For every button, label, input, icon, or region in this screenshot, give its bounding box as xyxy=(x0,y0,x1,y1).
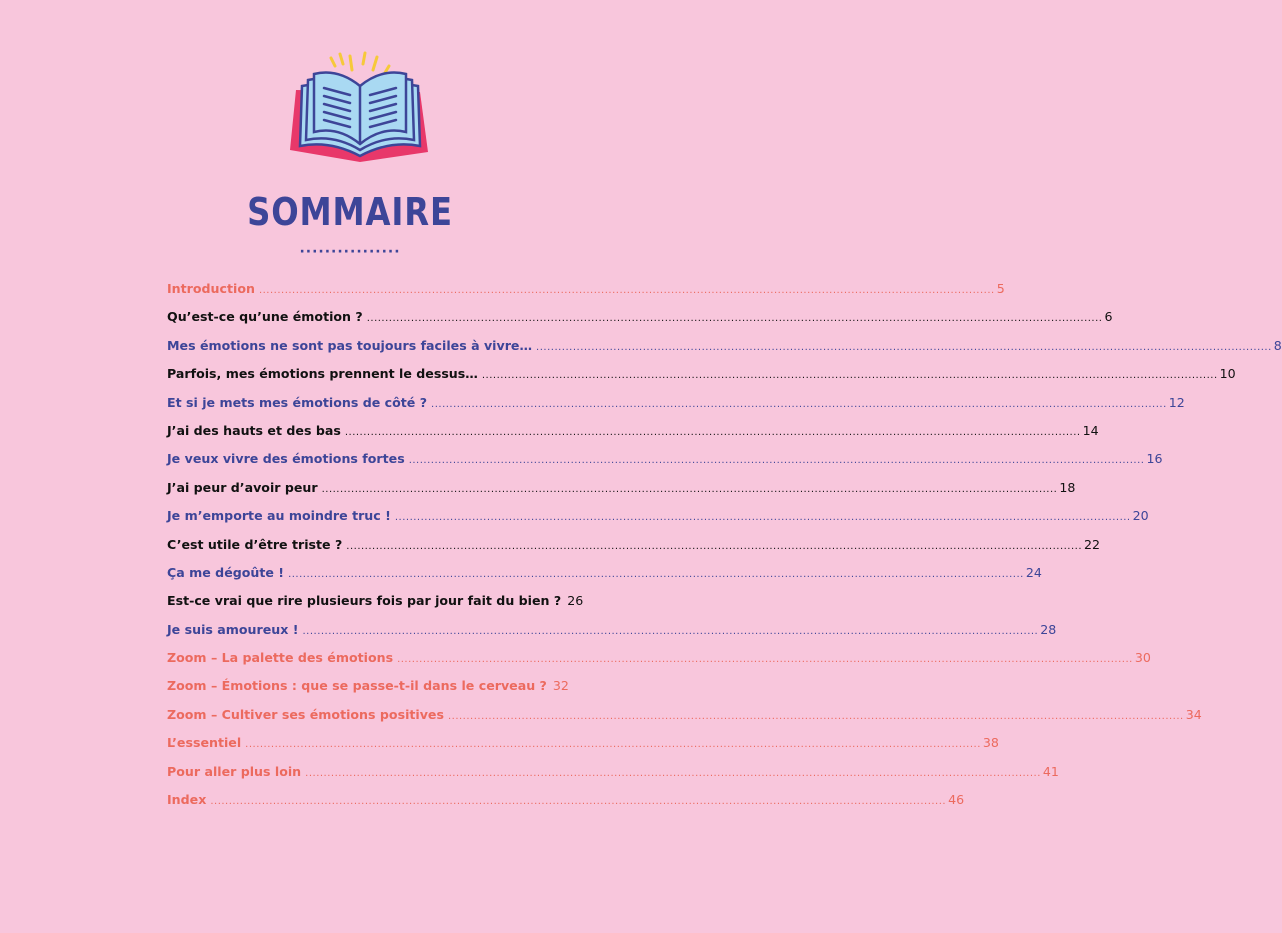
toc-entry-page-number: 28 xyxy=(1040,621,1057,637)
toc-entry[interactable] xyxy=(167,650,1151,678)
dot-leader: ........................................................................................................................................................................................................ xyxy=(346,540,1083,552)
table-of-contents xyxy=(167,281,1282,820)
toc-entry-label: Parfois, mes émotions prennent le dessus… xyxy=(167,366,478,382)
toc-entry-page-number: 20 xyxy=(1132,508,1149,524)
toc-entry-label: Pour aller plus loin xyxy=(167,763,302,779)
toc-entry[interactable] xyxy=(167,536,1101,565)
dot-leader: ........................................................................................................................................................................................................ xyxy=(431,398,1167,410)
dot-leader: ........................................................................................................................................................................................................ xyxy=(344,426,1081,438)
toc-entry-page-number: 12 xyxy=(1168,394,1185,410)
toc-entry-page-number: 46 xyxy=(948,792,965,808)
dot-leader: ........................................................................................................................................................................................................ xyxy=(394,512,1131,524)
open-book-icon xyxy=(0,0,700,180)
dot-leader: ........................................................................................................................................................................................................ xyxy=(447,710,1184,722)
toc-entry-page-number: 26 xyxy=(567,593,584,609)
toc-entry[interactable] xyxy=(167,394,1185,423)
toc-entry[interactable] xyxy=(167,706,1202,735)
toc-entry[interactable] xyxy=(167,281,1005,309)
toc-entry[interactable] xyxy=(167,337,1282,366)
toc-entry-label: Zoom – Émotions : que se passe-t-il dans le cerveau ? xyxy=(167,678,547,694)
toc-entry-page-number: 34 xyxy=(1185,706,1202,722)
dot-leader: ........................................................................................................................................................................................................ xyxy=(210,796,947,808)
toc-entry-label: J’ai des hauts et des bas xyxy=(167,422,341,438)
toc-entry-page-number: 24 xyxy=(1025,564,1042,580)
toc-entry[interactable] xyxy=(167,735,999,763)
toc-entry-label: L’essentiel xyxy=(167,735,242,751)
title-divider: ················ xyxy=(299,244,401,260)
toc-entry-page-number: 14 xyxy=(1082,422,1099,438)
dot-leader: ........................................................................................................................................................................................................ xyxy=(245,739,981,751)
toc-entry[interactable] xyxy=(167,792,965,820)
toc-entry-label: Et si je mets mes émotions de côté ? xyxy=(167,394,428,410)
toc-entry[interactable] xyxy=(167,621,1057,650)
dot-leader: ........................................................................................................................................................................................................ xyxy=(397,654,1133,666)
dot-leader: ........................................................................................................................................................................................................ xyxy=(321,483,1058,495)
toc-entry-page-number: 8 xyxy=(1273,337,1282,353)
dot-leader: ........................................................................................................................................................................................................ xyxy=(481,370,1218,382)
toc-entry-page-number: 5 xyxy=(996,281,1005,296)
toc-entry-label: Introduction xyxy=(167,281,255,296)
toc-entry-page-number: 10 xyxy=(1219,366,1236,382)
toc-entry-page-number: 32 xyxy=(552,678,569,694)
toc-entry[interactable] xyxy=(167,508,1149,536)
toc-entry-label: Zoom – La palette des émotions xyxy=(167,650,394,666)
toc-entry[interactable] xyxy=(167,309,1113,337)
toc-entry-page-number: 18 xyxy=(1059,479,1076,495)
toc-entry[interactable] xyxy=(167,366,1236,394)
toc-entry[interactable] xyxy=(167,678,569,706)
dot-leader: ........................................................................................................................................................................................................ xyxy=(366,313,1103,325)
toc-entry[interactable] xyxy=(167,564,1042,593)
toc-entry-label: Je suis amoureux ! xyxy=(167,621,299,637)
toc-entry[interactable] xyxy=(167,763,1059,792)
toc-entry-label: Zoom – Cultiver ses émotions positives xyxy=(167,706,444,722)
dot-leader: ........................................................................................................................................................................................................ xyxy=(302,625,1039,637)
toc-entry[interactable] xyxy=(167,593,584,621)
dot-leader: ........................................................................................................................................................................................................ xyxy=(288,568,1024,580)
toc-entry[interactable] xyxy=(167,451,1163,479)
dot-leader: ........................................................................................................................................................................................................ xyxy=(536,341,1272,353)
toc-entry-label: J’ai peur d’avoir peur xyxy=(167,479,318,495)
toc-entry-label: C’est utile d’être triste ? xyxy=(167,536,343,552)
toc-entry-label: Mes émotions ne sont pas toujours faciles à vivre… xyxy=(167,337,533,353)
toc-entry-label: Je veux vivre des émotions fortes xyxy=(167,451,405,467)
toc-entry-label: Index xyxy=(167,792,207,808)
toc-entry-label: Ça me dégoûte ! xyxy=(167,564,285,580)
toc-entry-page-number: 38 xyxy=(982,735,999,751)
toc-entry-page-number: 22 xyxy=(1084,536,1101,552)
toc-entry-label: Je m’emporte au moindre truc ! xyxy=(167,508,391,524)
toc-entry-label: Qu’est-ce qu’une émotion ? xyxy=(167,309,363,325)
toc-entry-page-number: 30 xyxy=(1134,650,1151,666)
toc-entry[interactable] xyxy=(167,422,1099,451)
rays-icon xyxy=(331,53,389,76)
dot-leader: ........................................................................................................................................................................................................ xyxy=(305,767,1041,779)
toc-entry-label: Est-ce vrai que rire plusieurs fois par jour fait du bien ? xyxy=(167,593,562,609)
toc-entry-page-number: 16 xyxy=(1146,451,1163,467)
toc-entry-page-number: 6 xyxy=(1104,309,1113,325)
dot-leader: ........................................................................................................................................................................................................ xyxy=(408,455,1145,467)
toc-entry[interactable] xyxy=(167,479,1076,508)
page-title: SOMMAIRE xyxy=(247,190,453,234)
toc-entry-page-number: 41 xyxy=(1042,763,1059,779)
dot-leader: ........................................................................................................................................................................................................ xyxy=(258,285,995,296)
